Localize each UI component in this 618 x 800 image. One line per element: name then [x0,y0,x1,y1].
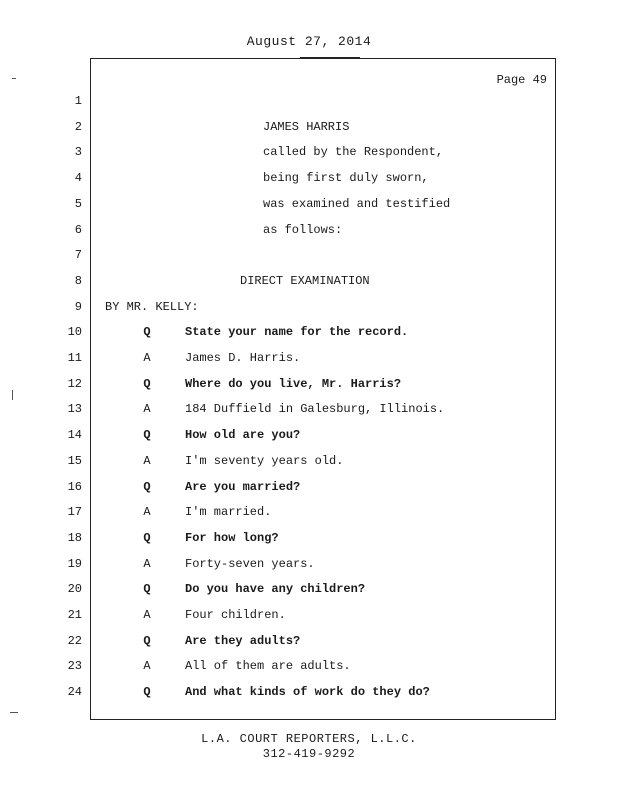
line-number: 17 [67,505,82,519]
question-marker: Q [143,480,151,494]
answer-marker: A [143,454,151,468]
answer-text: 184 Duffield in Galesburg, Illinois. [185,402,445,416]
line-number: 9 [74,300,82,314]
answer-text: James D. Harris. [185,351,301,365]
answer-text: I'm married. [185,505,272,519]
line-number: 2 [74,120,82,134]
line-number: 20 [67,582,82,596]
answer-marker: A [143,659,151,673]
line-number: 19 [67,557,82,571]
line-number: 8 [74,274,82,288]
page-number: Page 49 [496,73,547,87]
answer-marker: A [143,351,151,365]
question-text: Do you have any children? [185,582,366,596]
line-number: 16 [67,480,82,494]
answer-marker: A [143,402,151,416]
witness-intro-text: JAMES HARRIS [263,120,350,134]
answer-text: All of them are adults. [185,659,351,673]
question-text: And what kinds of work do they do? [185,685,430,699]
line-number: 7 [74,248,82,262]
line-number: 3 [74,145,82,159]
scan-mark [10,712,18,713]
line-number: 6 [74,223,82,237]
line-number: 1 [74,94,82,108]
line-number: 13 [67,402,82,416]
question-text: Are you married? [185,480,301,494]
line-number: 18 [67,531,82,545]
answer-marker: A [143,505,151,519]
line-number: 11 [67,351,82,365]
question-marker: Q [143,634,151,648]
line-number: 14 [67,428,82,442]
question-text: How old are you? [185,428,301,442]
frame-top-accent [300,57,360,58]
witness-intro-text: called by the Respondent, [263,145,444,159]
answer-text: Four children. [185,608,286,622]
witness-intro-text: was examined and testified [263,197,451,211]
line-number: 24 [67,685,82,699]
line-number: 12 [67,377,82,391]
question-marker: Q [143,377,151,391]
line-number: 15 [67,454,82,468]
question-marker: Q [143,685,151,699]
witness-intro-text: being first duly sworn, [263,171,429,185]
question-text: Where do you live, Mr. Harris? [185,377,402,391]
question-marker: Q [143,531,151,545]
line-number: 23 [67,659,82,673]
question-marker: Q [143,325,151,339]
footer-phone: 312-419-9292 [262,747,356,761]
answer-marker: A [143,608,151,622]
line-number: 21 [67,608,82,622]
answer-marker: A [143,557,151,571]
question-text: For how long? [185,531,279,545]
line-number: 5 [74,197,82,211]
answer-text: Forty-seven years. [185,557,315,571]
line-number: 4 [74,171,82,185]
examiner-line: BY MR. KELLY: [105,300,199,314]
line-number: 22 [67,634,82,648]
scan-mark [12,78,16,79]
header-date: August 27, 2014 [246,34,372,49]
question-marker: Q [143,428,151,442]
footer-company: L.A. COURT REPORTERS, L.L.C. [201,732,417,746]
witness-intro-text: as follows: [263,223,343,237]
question-text: Are they adults? [185,634,301,648]
line-number: 10 [67,325,82,339]
question-text: State your name for the record. [185,325,409,339]
question-marker: Q [143,582,151,596]
section-heading: DIRECT EXAMINATION [240,274,370,288]
scan-mark [12,390,13,400]
answer-text: I'm seventy years old. [185,454,344,468]
